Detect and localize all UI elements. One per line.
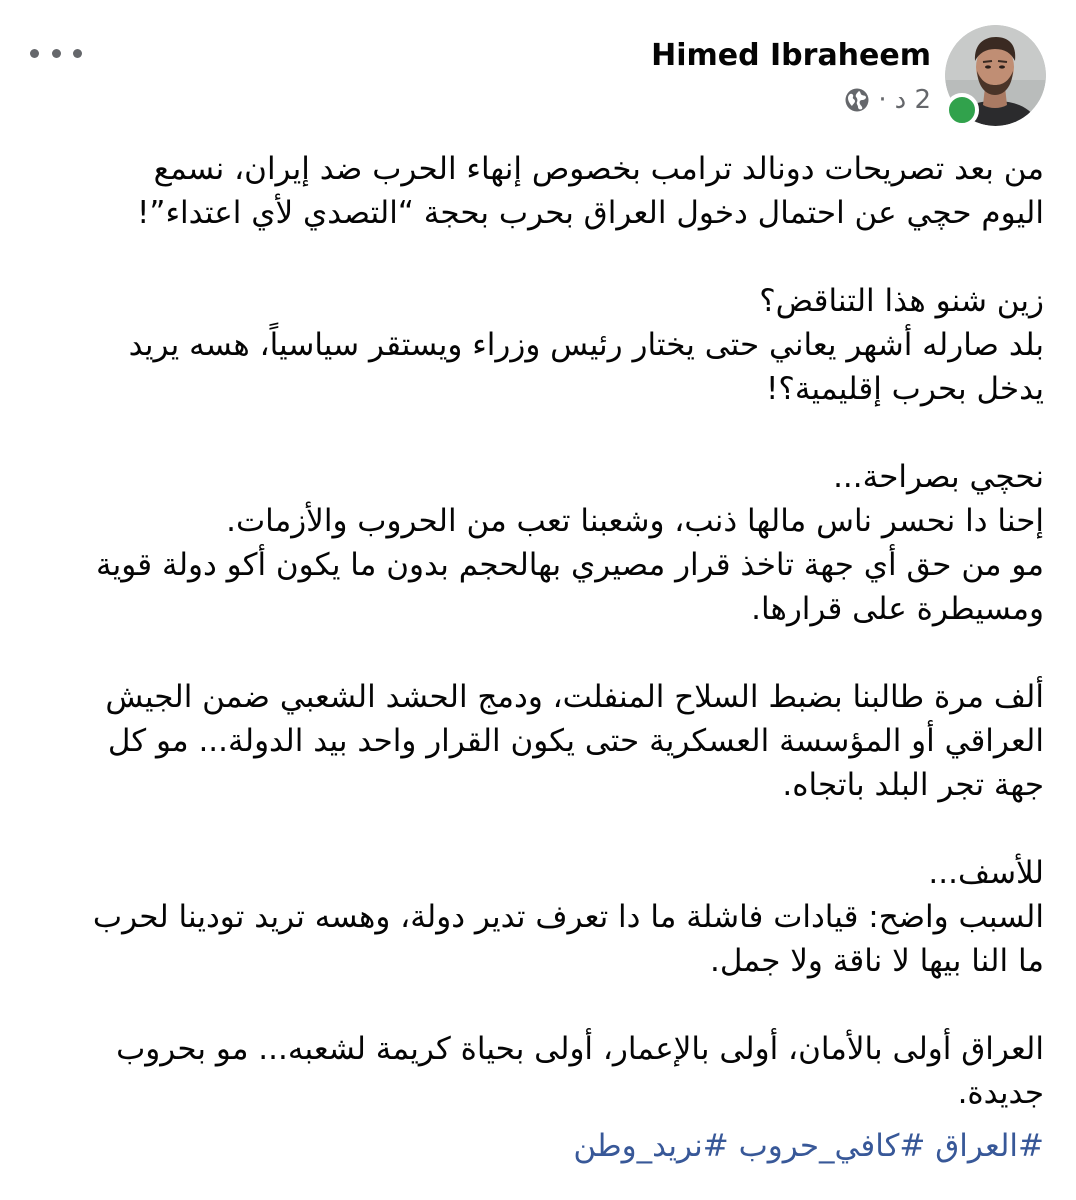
paragraph xyxy=(32,851,1044,983)
author-avatar[interactable] xyxy=(945,25,1046,126)
post-timestamp[interactable]: 2 د xyxy=(894,85,931,115)
paragraph xyxy=(32,279,1044,411)
text-line: زين شنو هذا التناقض؟ xyxy=(759,283,1044,319)
hashtag-link[interactable]: #نريد_وطن xyxy=(573,1128,729,1164)
meta-separator: · xyxy=(878,85,887,115)
paragraph xyxy=(32,1027,1044,1115)
text-line: ألف مرة طالبنا بضبط السلاح المنفلت، ودمج الحشد الشعبي ضمن الجيش xyxy=(105,679,1044,715)
more-options-button[interactable] xyxy=(30,38,82,68)
post-meta xyxy=(844,84,931,116)
text-line: جهة تجر البلد باتجاه. xyxy=(782,767,1044,803)
paragraph xyxy=(32,455,1044,631)
text-line: ومسيطرة على قرارها. xyxy=(751,591,1044,627)
online-status-indicator xyxy=(945,93,979,127)
more-options-icon-dot xyxy=(52,49,61,58)
text-line: جديدة. xyxy=(957,1075,1044,1111)
more-options-icon xyxy=(30,49,39,58)
text-line: يدخل بحرب إقليمية؟! xyxy=(765,371,1044,407)
globe-icon[interactable] xyxy=(844,87,870,113)
text-line: ما النا بيها لا ناقة ولا جمل. xyxy=(709,943,1044,979)
hashtags xyxy=(573,1124,1044,1168)
text-line: من بعد تصريحات دونالد ترامب بخصوص إنهاء الحرب ضد إيران، نسمع xyxy=(153,151,1044,187)
text-line: إحنا دا نحسر ناس مالها ذنب، وشعبنا تعب من الحروب والأزمات. xyxy=(226,503,1044,539)
hashtag-link[interactable]: #كافي_حروب xyxy=(738,1128,926,1164)
text-line: للأسف... xyxy=(928,855,1044,891)
text-line: اليوم حچي عن احتمال دخول العراق بحرب بحجة “التصدي لأي اعتداء”! xyxy=(136,195,1044,231)
more-options-icon-dot xyxy=(73,49,82,58)
post-header xyxy=(0,0,1076,140)
text-line: نحچي بصراحة... xyxy=(833,459,1044,495)
paragraph xyxy=(32,147,1044,235)
text-line: العراق أولى بالأمان، أولى بالإعمار، أولى بحياة كريمة لشعبه... مو بحروب xyxy=(116,1031,1044,1067)
paragraph xyxy=(32,675,1044,807)
text-line: العراقي أو المؤسسة العسكرية حتى يكون القرار واحد بيد الدولة... مو كل xyxy=(107,723,1044,759)
author-name[interactable]: Himed Ibraheem xyxy=(651,38,931,73)
post-body xyxy=(32,147,1044,1159)
hashtag-link[interactable]: #العراق xyxy=(935,1128,1044,1164)
text-line: بلد صارله أشهر يعاني حتى يختار رئيس وزراء ويستقر سياسياً، هسه يريد xyxy=(128,327,1044,363)
text-line: مو من حق أي جهة تاخذ قرار مصيري بهالحجم بدون ما يكون أكو دولة قوية xyxy=(96,547,1044,583)
text-line: السبب واضح: قيادات فاشلة ما دا تعرف تدير دولة، وهسه تريد تودينا لحرب xyxy=(92,899,1044,935)
